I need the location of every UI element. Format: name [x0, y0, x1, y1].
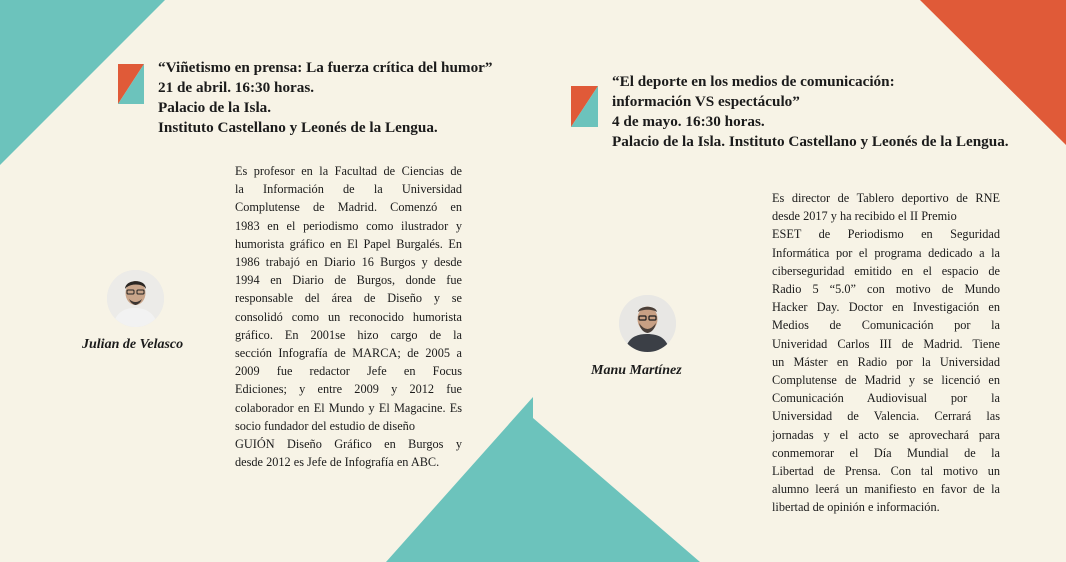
bio-line: sección Infografía de MARCA; de 2005 a [235, 346, 462, 361]
avatar-manu-martinez [619, 295, 676, 352]
bio-line: Universidad de Valencia. Cerrará las [772, 409, 1000, 424]
bio-line: Libertad de Prensa. Con tal motivo un [772, 464, 1000, 479]
bio-line: Es profesor en la Facultad de Ciencias de [235, 164, 462, 178]
event-2-date: 4 de mayo. 16:30 horas. [612, 113, 765, 130]
bio-line: conmemorar el Día Mundial de la [772, 445, 1000, 460]
bio-line: desde 2012 es Jefe de Infografía en ABC. [235, 455, 440, 470]
event-1-venue: Palacio de la Isla. [158, 99, 272, 116]
event-2-subtitle: información VS espectáculo” [612, 93, 800, 110]
event-1-date: 21 de abril. 16:30 horas. [158, 79, 315, 96]
bio-line: humorista gráfico en El Papel Burgalés. En [235, 236, 462, 251]
bio-line: socio fundador del estudio de diseño [235, 418, 415, 433]
bio-line: Radio 5 “5.0” con motivo de Mundo [772, 282, 1000, 297]
bio-line: Ediciones; y entre 2009 y 2012 fue [235, 382, 462, 397]
avatar-julian-de-velasco [107, 270, 164, 327]
bio-line: Complutense de Madrid. Comenzó en [235, 200, 462, 215]
event-2-venue: Palacio de la Isla. Instituto Castellano y Leonés de la Lengua. [612, 133, 1009, 150]
bio-line: alumno leerá un manifiesto en favor de la [772, 482, 1000, 497]
bio-line: un Máster en Radio por la Universidad [772, 354, 1000, 369]
bio-line: Medios de Comunicación por la [772, 318, 1000, 333]
bio-line: Hacker Day. Doctor en Investigación en [772, 300, 1000, 315]
bio-line: 1986 trabajó en Diario 16 Burgos y desde [235, 255, 462, 270]
bio-line: 1983 en el periodismo como ilustrador y [235, 218, 462, 233]
event-1-title: “Viñetismo en prensa: La fuerza crítica del humor” [158, 59, 493, 76]
event-1-title-block [158, 58, 493, 138]
bio-line: Comunicación Audiovisual por la [772, 391, 1000, 406]
bio-line: GUIÓN Diseño Gráfico en Burgos y [235, 437, 462, 452]
bio-line: Complutense de Madrid y se licenció en [772, 373, 1000, 388]
bio-line: libertad de opinión e información. [772, 500, 940, 515]
speaker-name-julian-de-velasco: Julian de Velasco [82, 337, 184, 352]
bio-line: 2009 fue redactor Jefe en Focus [235, 364, 462, 379]
split-square-icon [118, 64, 144, 104]
bio-line: ciberseguridad emitido en el espacio de [772, 263, 1000, 278]
bio-line: ESET de Periodismo en Seguridad [772, 227, 1000, 242]
bio-line: Univeridad Carlos III de Madrid. Tiene [772, 336, 1000, 351]
bio-line: desde 2017 y ha recibido el II Premio [772, 209, 957, 224]
bio-line: responsable del área de Diseño y se [235, 291, 462, 306]
speaker-name-manu-martinez: Manu Martínez [591, 363, 682, 378]
bio-line: jornadas y el acto se aprovechará para [772, 427, 1000, 442]
bio-line: consolidó como un reconocido humorista [235, 309, 462, 324]
bio-line: Es director de Tablero deportivo de RNE [772, 191, 1000, 205]
bio-line: 1994 en Diario de Burgos, donde fue [235, 273, 462, 288]
bio-line: gráfico. En 2001se hizo cargo de la [235, 327, 462, 342]
bio-line: la Información de la Universidad [235, 182, 462, 197]
split-square-icon [571, 86, 598, 127]
event-2-title: “El deporte en los medios de comunicación: [612, 73, 895, 90]
bio-manu-martinez [772, 189, 1000, 517]
bio-julian-de-velasco [235, 162, 462, 471]
bio-line: Informática por el programa dedicado a la [772, 245, 1000, 260]
event-2-title-block [612, 72, 1009, 152]
event-1-institution: Instituto Castellano y Leonés de la Lengua. [158, 119, 438, 136]
bio-line: colaborador en El Mundo y El Magacine. Es [235, 400, 462, 415]
